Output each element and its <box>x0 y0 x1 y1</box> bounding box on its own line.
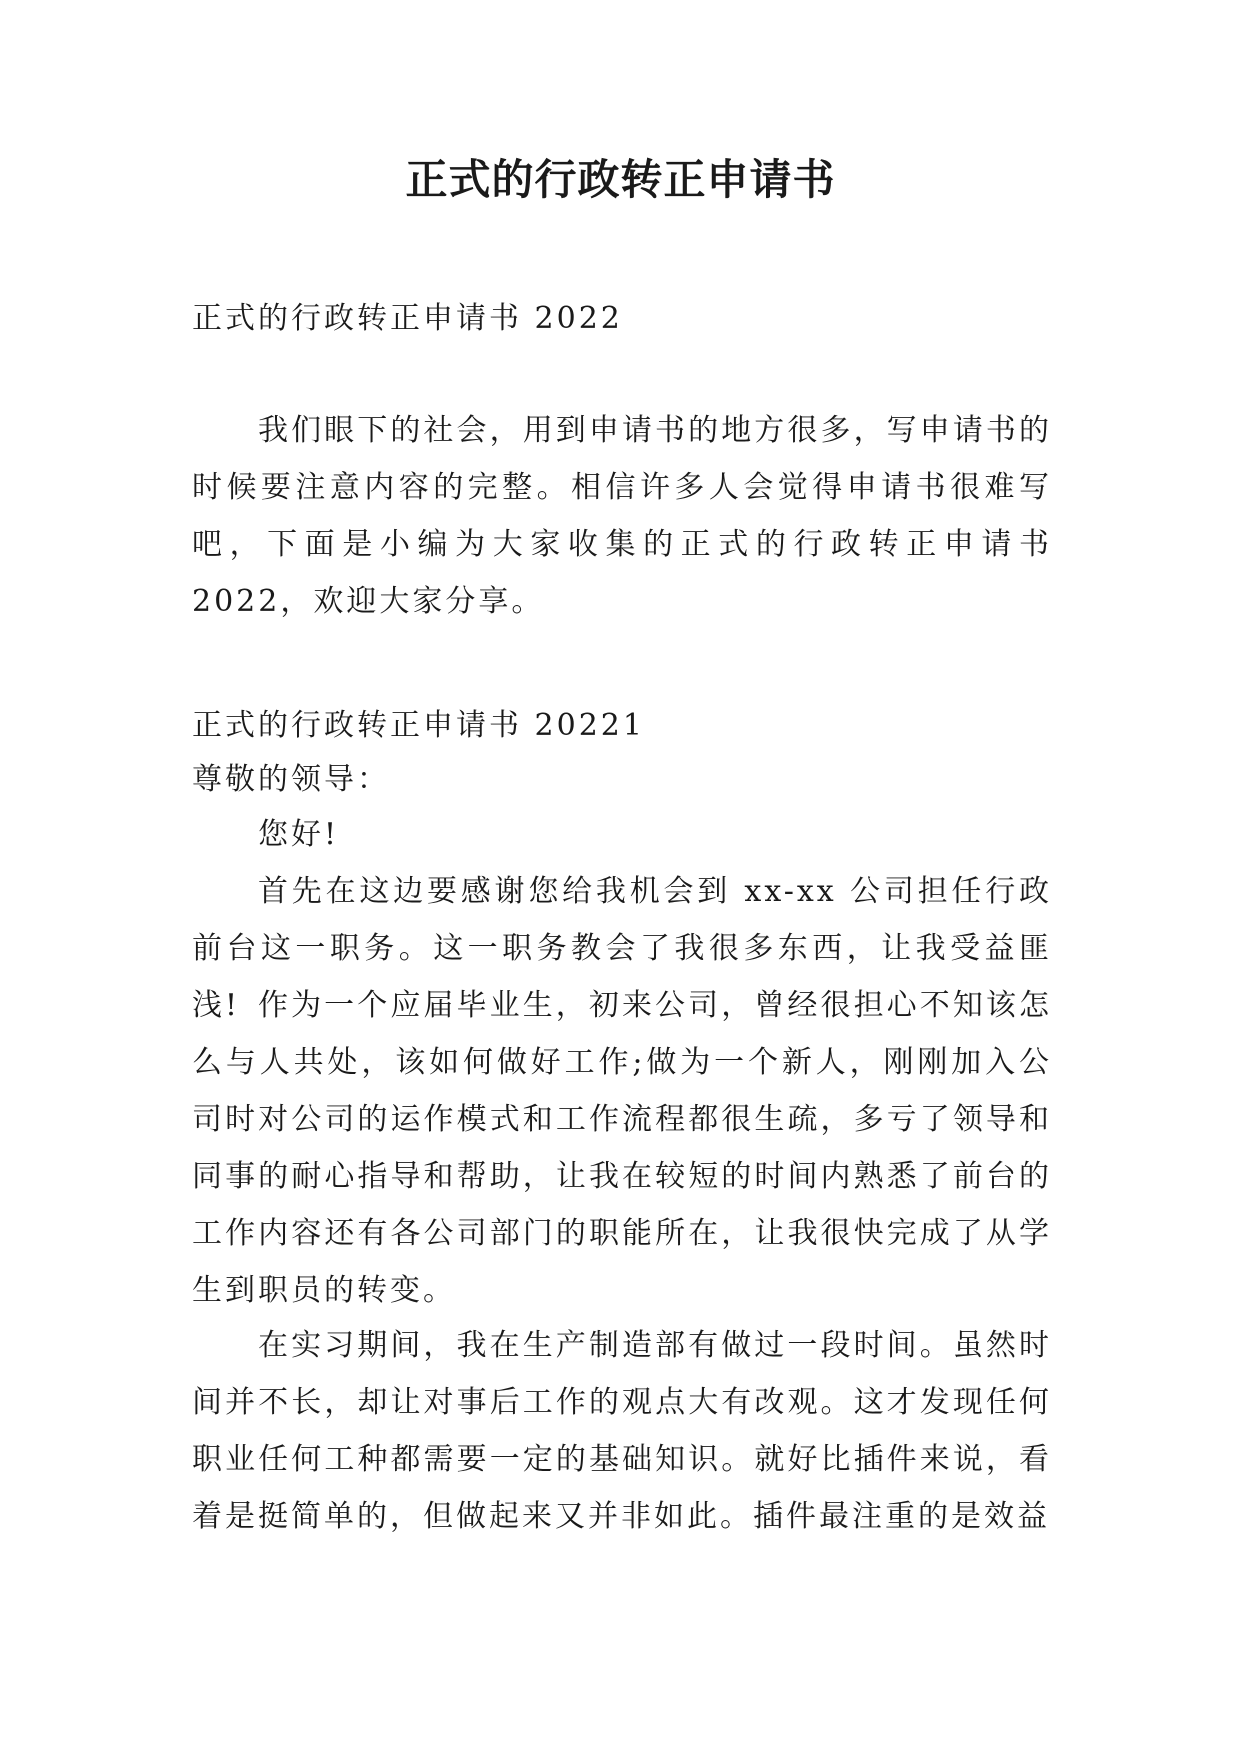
salutation: 尊敬的领导： <box>192 762 390 797</box>
body-paragraph-2: 作为一个应届毕业生，初来公司，曾经很担心不知该怎么与人共处，该如何做好工作;做为一个新人，刚刚加入公司时对公司的运作模式和工作流程都很生疏，多亏了领导和同事的耐心指导和帮助，让我在较短的时间内熟悉了前台的工作内容还有各公司部门的职能所在，让我很快完成了从学生到职员的转变。 <box>192 988 1052 1308</box>
document-title: 正式的行政转正申请书 <box>405 155 836 204</box>
document-subtitle: 正式的行政转正申请书 2022 <box>192 301 623 336</box>
body-paragraph-3: 在实习期间，我在生产制造部有做过一段时间。虽然时间并不长，却让对事后工作的观点大有改观。这才发现任何职业任何工种都需要一定的基础知识。就好比插件来说，看着是挺简单的，但做起来又并非如此。插件最注重的是效益 <box>192 1328 1052 1534</box>
intro-paragraph: 我们眼下的社会，用到申请书的地方很多，写申请书的时候要注意内容的完整。相信许多人会觉得申请书很难写吧，下面是小编为大家收集的正式的行政转正申请书 2022，欢迎大家分享。 <box>192 413 1052 619</box>
letter-heading: 正式的行政转正申请书 20221 <box>192 708 645 743</box>
greeting: 您好! <box>258 817 340 852</box>
body-paragraph-1: 首先在这边要感谢您给我机会到 xx-xx 公司担任行政前台这一职务。这一职务教会了我很多东西，让我受益匪浅! <box>192 874 1052 1023</box>
